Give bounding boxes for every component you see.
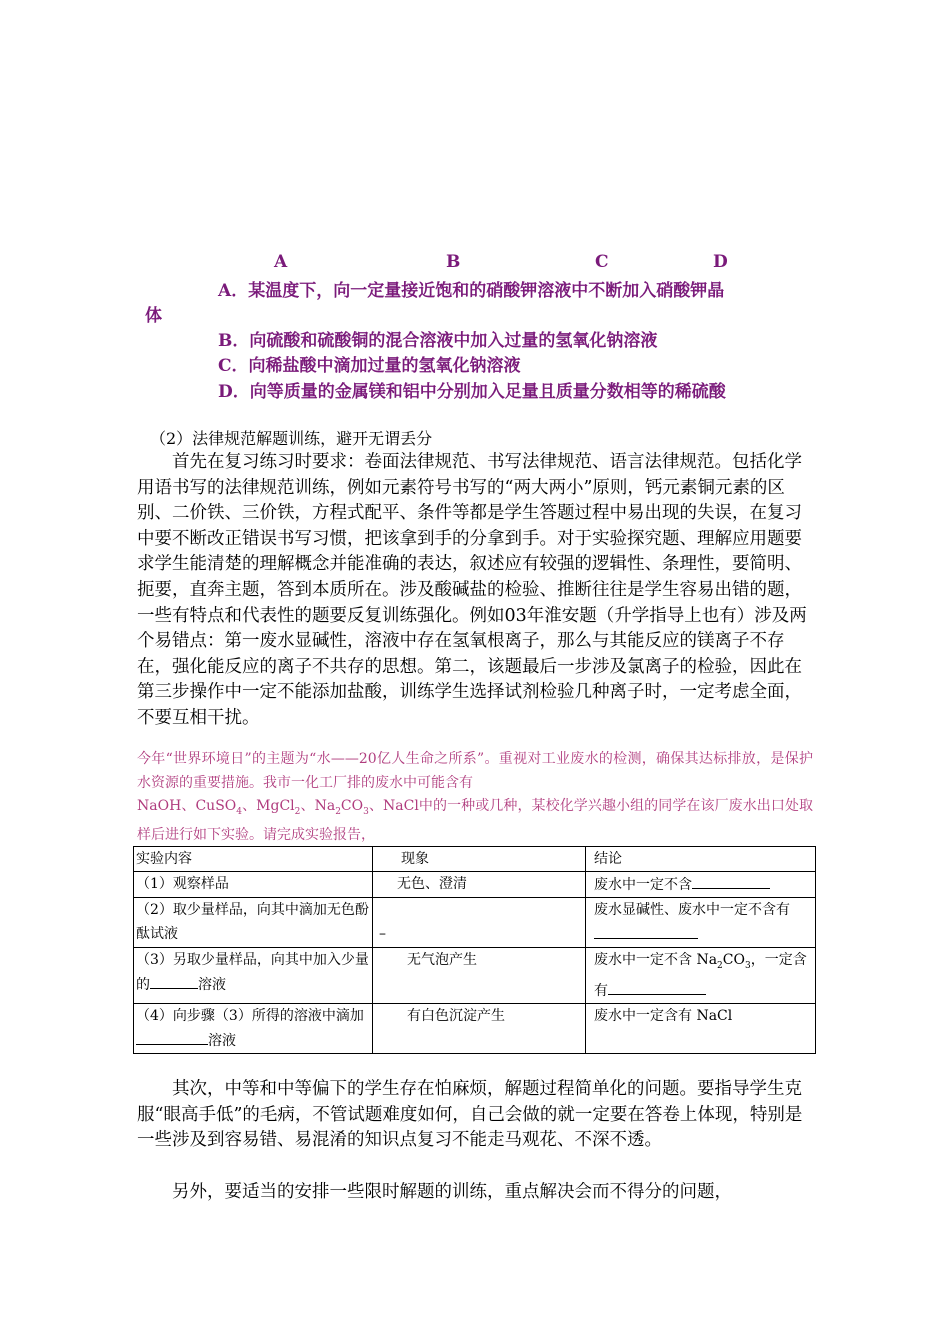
experiment-table — [133, 846, 816, 1054]
answer-blank[interactable] — [594, 922, 698, 939]
row3-phenomenon: 无气泡产生 — [373, 948, 586, 1004]
table-row — [134, 1003, 816, 1053]
option-a-continued: 体 — [145, 306, 162, 326]
formula-naoh: NaOH — [137, 798, 182, 814]
row1-conclusion: 废水中一定不含 — [586, 872, 816, 898]
option-b: B．向硫酸和硫酸铜的混合溶液中加入过量的氢氧化钠溶液 — [218, 331, 658, 351]
row3-content: （3）另取少量样品，向其中加入少量的 溶液 — [134, 948, 373, 1004]
header-conclusion: 结论 — [586, 847, 816, 872]
paragraph-2 — [137, 1077, 817, 1154]
row3-conclusion: 废水中一定不含 $Na_2CO_3$，一定含有 — [586, 948, 816, 1004]
figure-label-d: D — [713, 252, 728, 272]
row4-content: （4）向步骤（3）所得的溶液中滴加溶液 — [134, 1003, 373, 1053]
paragraph-1-text: 首先在复习练习时要求：卷面法律规范、书写法律规范、语言法律规范。包括化学用语书写的法律规范训练，例如元素符号书写的“两大两小”原则，钙元素铜元素的区别、二价铁、三价铁，方程式配平、条件等都是学生答题过程中易出现的失误，在复习中要不断改正错误书写习惯，把该拿到手的分拿到手。对于实验探究题、理解应用题要求学生能清楚的理解概念并能准确的表达，叙述应有较强的逻辑性、条理性，要简明、扼要，直奔主题，答到本质所在。涉及酸碱盐的检验、推断往往是学生容易出错的题，一些有特点和代表性的题要反复训练强化。例如03年淮安题（升学指导上也有）涉及两个易错点：第一废水显碱性，溶液中存在氢氧根离子，那么与其能反应的镁离子不存在，强化能反应的离子不共存的思想。第二，该题最后一步涉及氯离子的检验，因此在第三步操作中一定不能添加盐酸，训练学生选择试剂检验几种离子时，一定考虑全面，不要互相干扰。 — [137, 452, 807, 728]
problem-statement: 今年“世界环境日”的主题为“水——20亿人生命之所系”。重视对工业废水的检测，确保其达标排放，是保护水资源的重要措施。我市一化工厂排的废水中可能含有 NaOH、CuSO$_4$、MgCl$_2$、$Na_2CO_3$、NaCl中的一种或几种，某校化学兴趣小组的同学在该厂废水出口处取样后进行如下实验。请完成实验报告， — [137, 751, 814, 844]
paragraph-2-text: 其次，中等和中等偏下的学生存在怕麻烦，解题过程简单化的问题。要指导学生克服“眼高手低”的毛病，不管试题难度如何，自己会做的就一定要在答卷上体现，特别是一些涉及到容易错、易混淆的知识点复习不能走马观花、不深不透。 — [137, 1079, 803, 1151]
answer-blank[interactable] — [608, 978, 706, 995]
problem-line3-tail: 中的一种或几种，某校化学兴趣小组的同学在该厂废水出口处取样后进行如下实验。请完成实验报告， — [137, 798, 814, 844]
option-a: A．某温度下，向一定量接近饱和的硝酸钾溶液中不断加入硝酸钾晶 — [218, 281, 725, 301]
figure-label-c: C — [595, 252, 609, 272]
table-row — [134, 948, 816, 1004]
row1-content: （1）观察样品 — [134, 872, 373, 898]
row2-content: （2）取少量样品，向其中滴加无色酚酞试液 — [134, 898, 373, 948]
row1-phenomenon: 无色、澄清 — [373, 872, 586, 898]
table-row — [134, 872, 816, 898]
formula-nacl: NaCl — [383, 798, 419, 814]
row2-conclusion: 废水显碱性、废水中一定不含有 — [586, 898, 816, 948]
answer-blank[interactable] — [692, 872, 770, 889]
row2-phenomenon: – — [373, 898, 586, 948]
formula-cuso4: CuSO$_4$ — [195, 798, 242, 817]
answer-blank[interactable] — [150, 972, 198, 989]
option-c: C．向稀盐酸中滴加过量的氢氧化钠溶液 — [218, 356, 521, 376]
table-header-row — [134, 847, 816, 872]
formula-mgcl2: MgCl$_2$ — [256, 798, 301, 817]
problem-line1: 今年“世界环境日”的主题为“水——20亿人生命之所系”。重视对工业废水的检测，确保其达标排放，是保护水资源的重要措施。我市一化工厂排的废水中可能含有 — [137, 751, 813, 791]
paragraph-3-text: 另外，要适当的安排一些限时解题的训练，重点解决会而不得分的问题， — [172, 1182, 732, 1202]
row4-conclusion: 废水中一定含有 NaCl — [586, 1003, 816, 1053]
figure-label-b: B — [446, 252, 461, 272]
figure-label-a: A — [274, 252, 288, 272]
header-content: 实验内容 — [134, 847, 373, 872]
paragraph-3 — [137, 1180, 817, 1206]
answer-blank[interactable] — [136, 1028, 208, 1045]
row4-phenomenon: 有白色沉淀产生 — [373, 1003, 586, 1053]
section-title: （2）法律规范解题训练，避开无谓丢分 — [150, 429, 433, 448]
option-d: D．向等质量的金属镁和铝中分别加入足量且质量分数相等的稀硫酸 — [218, 382, 726, 402]
formula-na2co3: $Na_2CO_3$ — [314, 798, 369, 817]
header-phenomenon: 现象 — [373, 847, 586, 872]
paragraph-1 — [137, 450, 817, 732]
table-row — [134, 898, 816, 948]
